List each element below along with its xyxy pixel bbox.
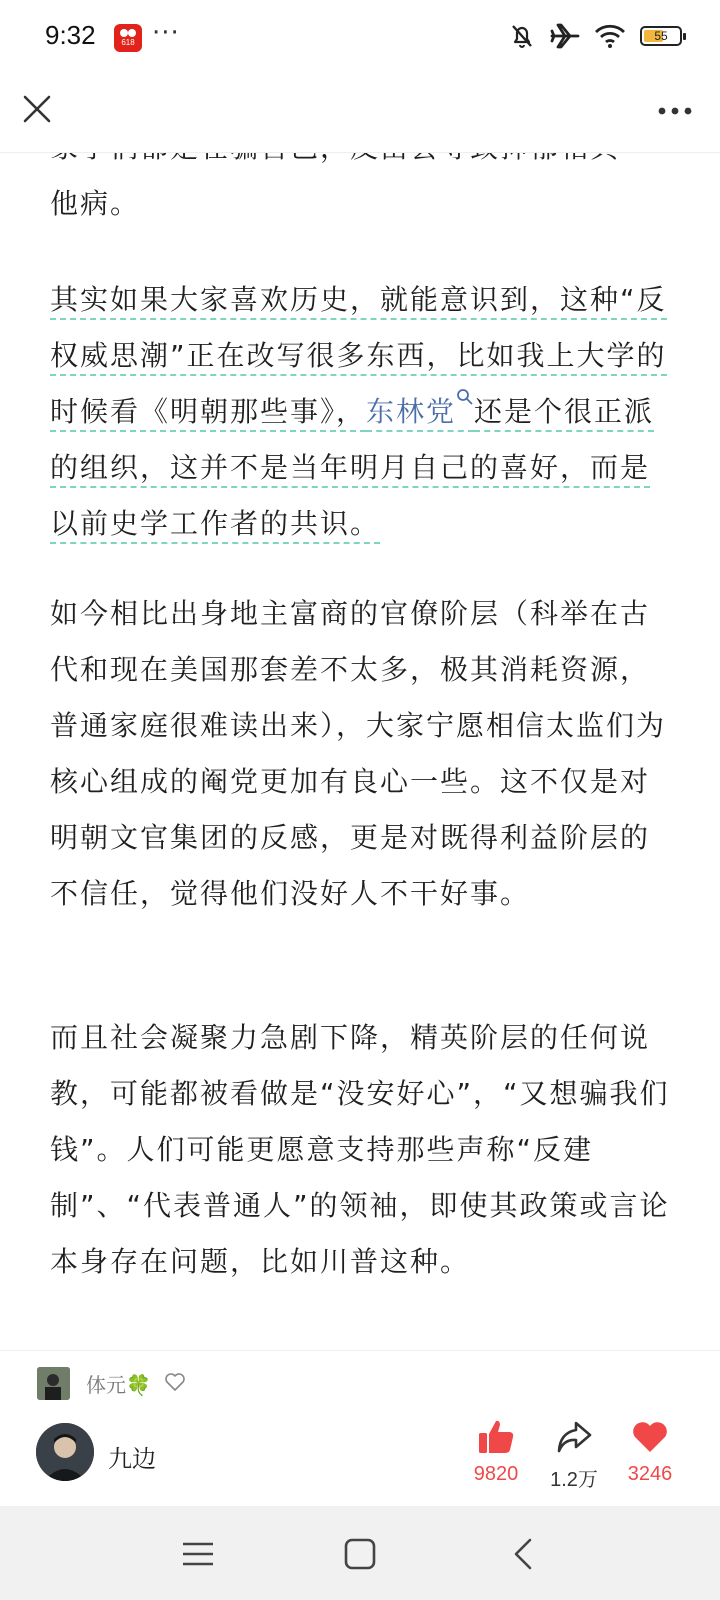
article-footer: [0, 1350, 720, 1507]
system-nav-bar: [0, 1506, 720, 1600]
author-name[interactable]: 九边: [108, 1445, 156, 1473]
like-button[interactable]: [456, 1417, 536, 1486]
article-body: [0, 120, 720, 1350]
favorite-button[interactable]: [610, 1417, 690, 1486]
home-square-icon[interactable]: [342, 1536, 378, 1572]
paragraph-0-line-2: 他病。: [50, 187, 141, 220]
favorite-count: 3246: [627, 1463, 673, 1485]
author-avatar[interactable]: [36, 1423, 94, 1481]
commenter-avatar[interactable]: [37, 1367, 70, 1400]
back-chevron-icon[interactable]: [506, 1536, 542, 1572]
battery-icon: [640, 26, 682, 46]
keyword-link-label: 东林党: [366, 395, 457, 428]
heart-outline-icon[interactable]: [164, 1371, 186, 1393]
highlighted-text-a: 其实如果大家喜欢历史，就能意识到，这种“反权威思潮”正在改写很多东西，比如我上大学的时候看《明朝那些事》，: [50, 283, 667, 432]
like-count: 9820: [473, 1463, 519, 1485]
airplane-icon: [550, 22, 580, 50]
app-badge-label: 618: [121, 38, 135, 47]
close-icon[interactable]: [20, 92, 54, 126]
bell-off-icon: [508, 22, 536, 50]
paragraph-3: 而且社会凝聚力急剧下降，精英阶层的任何说教，可能都被看做是“没安好心”，“又想骗我们钱”。人们可能更愿意支持那些声称“反建制”、“代表普通人”的领袖，即使其政策或言论本身存在问题，比如川普这种。: [50, 1021, 670, 1278]
article-header: [0, 78, 720, 153]
highlighted-text-b: 还是个很正派的组织，这并不是当年明月自己的喜好，而是以前史学工作者的共识。: [50, 395, 654, 544]
wifi-icon: [594, 23, 626, 49]
search-icon: [456, 388, 474, 406]
commenter-name[interactable]: 体元🍀: [86, 1373, 151, 1397]
menu-icon[interactable]: [180, 1536, 216, 1572]
paragraph-1: [50, 272, 670, 552]
app-notification-icon: [114, 24, 142, 52]
paragraph-2: 如今相比出身地主富商的官僚阶层（科举在古代和现在美国那套差不太多，极其消耗资源，普通家庭很难读出来），大家宁愿相信太监们为核心组成的阉党更加有良心一些。这不仅是对明朝文官集团的反感，更是对既得利益阶层的不信任，觉得他们没好人不干好事。: [50, 597, 667, 910]
share-arrow-icon: [554, 1417, 594, 1457]
keyword-link-donglindang[interactable]: [366, 395, 474, 432]
more-horizontal-icon[interactable]: [656, 96, 694, 126]
status-icons: [508, 22, 682, 50]
share-count: 1.2万: [550, 1469, 598, 1491]
status-bar: [0, 0, 720, 78]
share-button[interactable]: [534, 1417, 614, 1492]
status-overflow: ···: [152, 18, 180, 48]
status-time: 9:32: [45, 20, 96, 50]
thumbs-up-icon: [476, 1417, 516, 1457]
battery-level: 55: [654, 29, 668, 43]
heart-icon: [630, 1417, 670, 1457]
